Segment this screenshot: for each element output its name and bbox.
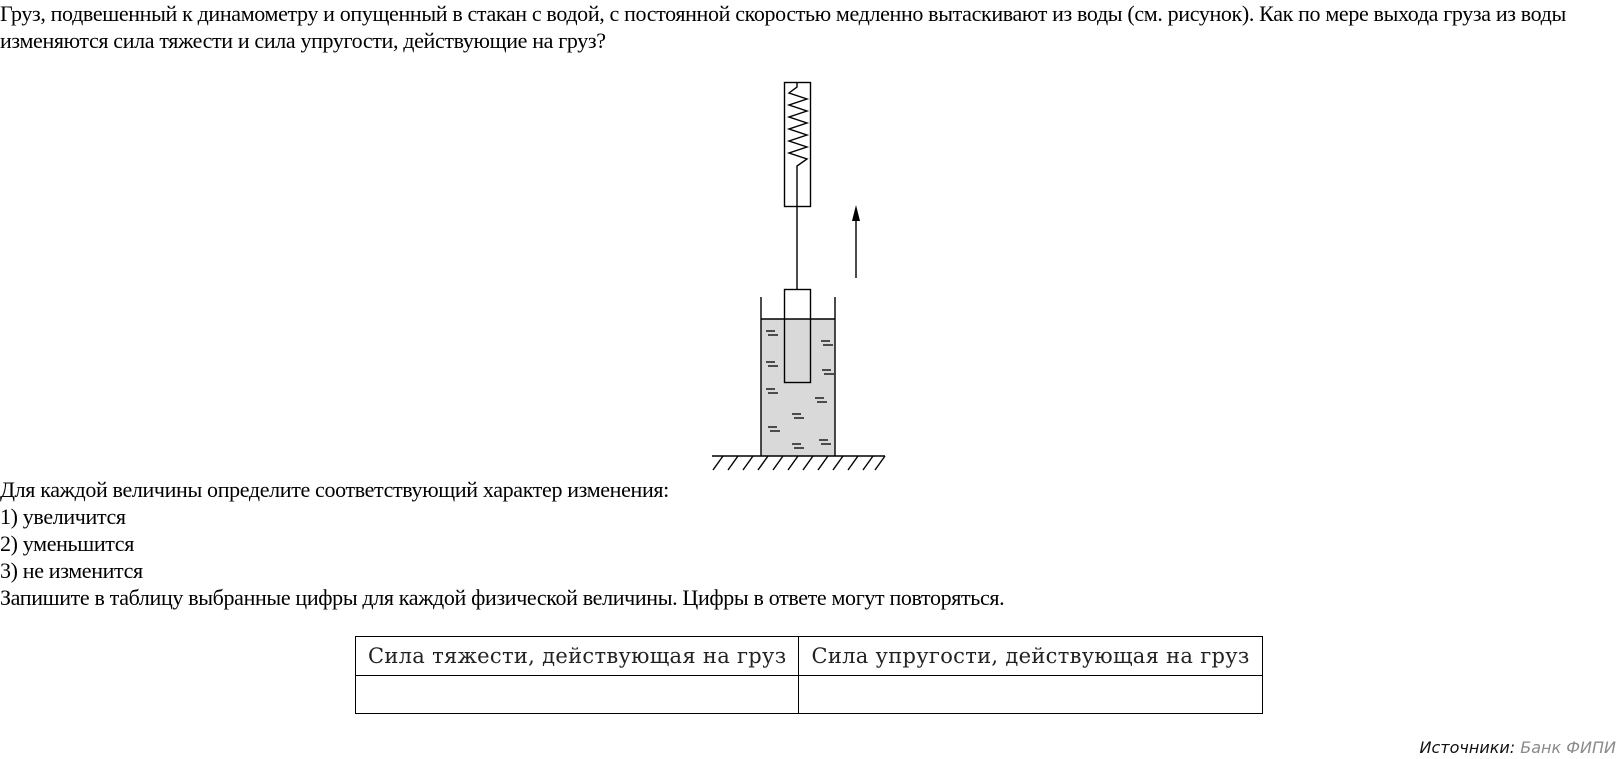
beaker bbox=[761, 297, 835, 456]
answer-cell-elastic-force[interactable] bbox=[799, 676, 1262, 714]
source-attribution bbox=[1420, 738, 1616, 758]
answer-table-row bbox=[356, 676, 1263, 714]
header-gravity-force: Сила тяжести, действующая на груз bbox=[356, 637, 799, 676]
spring-icon bbox=[789, 82, 807, 206]
water bbox=[761, 319, 835, 456]
option-unchanged: 3) не изменится bbox=[0, 558, 143, 583]
up-arrow-icon bbox=[852, 205, 860, 278]
answer-cell-gravity-force[interactable] bbox=[356, 676, 799, 714]
instructions-intro: Для каждой величины определите соответствующий характер изменения: bbox=[0, 477, 669, 502]
dynamometer bbox=[785, 82, 811, 207]
option-decrease: 2) уменьшится bbox=[0, 531, 134, 556]
instructions bbox=[0, 476, 1004, 611]
water-wave-marks bbox=[766, 331, 834, 448]
weight bbox=[785, 290, 811, 383]
answer-table-header-row bbox=[356, 637, 1263, 676]
dynamometer-body bbox=[785, 83, 811, 207]
source-link[interactable]: Банк ФИПИ bbox=[1520, 738, 1616, 757]
ground-hatch bbox=[712, 456, 885, 470]
instructions-outro: Запишите в таблицу выбранные цифры для каждой физической величины. Цифры в ответе могут повторяться. bbox=[0, 585, 1005, 610]
option-increase: 1) увеличится bbox=[0, 504, 126, 529]
source-label: Источники: bbox=[1419, 738, 1516, 757]
answer-table bbox=[355, 636, 1263, 714]
header-elastic-force: Сила упругости, действующая на груз bbox=[799, 637, 1262, 676]
problem-statement: Груз, подвешенный к динамометру и опущенный в стакан с водой, с постоянной скоростью медленно вытаскивают из воды (см. рисунок). Как по мере выхода груза из воды изменяются сила тяжести и сила упругости, действующие на груз? bbox=[0, 1, 1566, 53]
